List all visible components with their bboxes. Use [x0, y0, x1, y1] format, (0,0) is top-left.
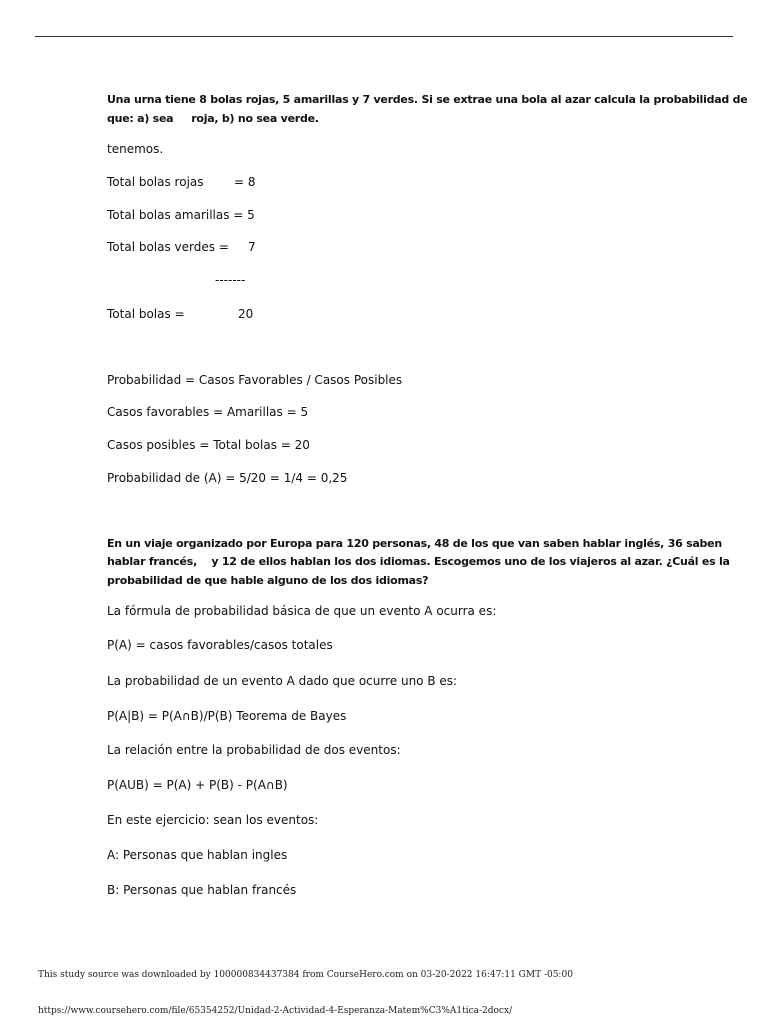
problem1-question-line-2: que: a) sea roja, b) no sea verde.	[107, 112, 319, 125]
events-intro: En este ejercicio: sean los eventos:	[107, 813, 319, 827]
formula-intro: La fórmula de probabilidad básica de que un evento A ocurra es:	[107, 604, 497, 618]
bayes-formula: P(A|B) = P(A∩B)/P(B) Teorema de Bayes	[107, 709, 347, 723]
probability-result: Probabilidad de (A) = 5/20 = 1/4 = 0,25	[107, 471, 348, 485]
footer-source-url[interactable]: https://www.coursehero.com/file/65354252/Unidad-2-Actividad-4-Esperanza-Matem%C3%A1tica-2docx/	[38, 1006, 513, 1016]
event-b: B: Personas que hablan francés	[107, 883, 297, 897]
relation-intro: La relación entre la probabilidad de dos eventos:	[107, 743, 401, 757]
total-rojas: Total bolas rojas = 8	[107, 175, 256, 189]
problem2-question-line-3: probabilidad de que hable alguno de los dos idiomas?	[107, 574, 429, 587]
formula-basic: P(A) = casos favorables/casos totales	[107, 638, 333, 652]
event-a: A: Personas que hablan ingles	[107, 848, 288, 862]
union-formula: P(AUB) = P(A) + P(B) - P(A∩B)	[107, 778, 288, 792]
problem1-intro: tenemos.	[107, 142, 164, 156]
problem2-question-line-1: En un viaje organizado por Europa para 120 personas, 48 de los que van saben hablar inglés, 36 saben	[107, 537, 722, 550]
total-amarillas: Total bolas amarillas = 5	[107, 208, 255, 222]
footer-source-note: This study source was downloaded by 100000834437384 from CourseHero.com on 03-20-2022 16:47:11 GMT -05:00	[38, 970, 573, 980]
probability-formula: Probabilidad = Casos Favorables / Casos Posibles	[107, 373, 403, 387]
problem1-question-line-1: Una urna tiene 8 bolas rojas, 5 amarillas y 7 verdes. Si se extrae una bola al azar calcula la probabilidad de	[107, 93, 748, 106]
casos-favorables: Casos favorables = Amarillas = 5	[107, 405, 309, 419]
conditional-intro: La probabilidad de un evento A dado que ocurre uno B es:	[107, 674, 458, 688]
total-verdes: Total bolas verdes = 7	[107, 240, 256, 254]
casos-posibles: Casos posibles = Total bolas = 20	[107, 438, 310, 452]
sum-separator: -------	[215, 273, 246, 287]
total-bolas: Total bolas = 20	[107, 307, 254, 321]
page-header-rule	[35, 36, 733, 37]
problem2-question-line-2: hablar francés, y 12 de ellos hablan los dos idiomas. Escogemos uno de los viajeros al azar. ¿Cuál es la	[107, 555, 730, 568]
